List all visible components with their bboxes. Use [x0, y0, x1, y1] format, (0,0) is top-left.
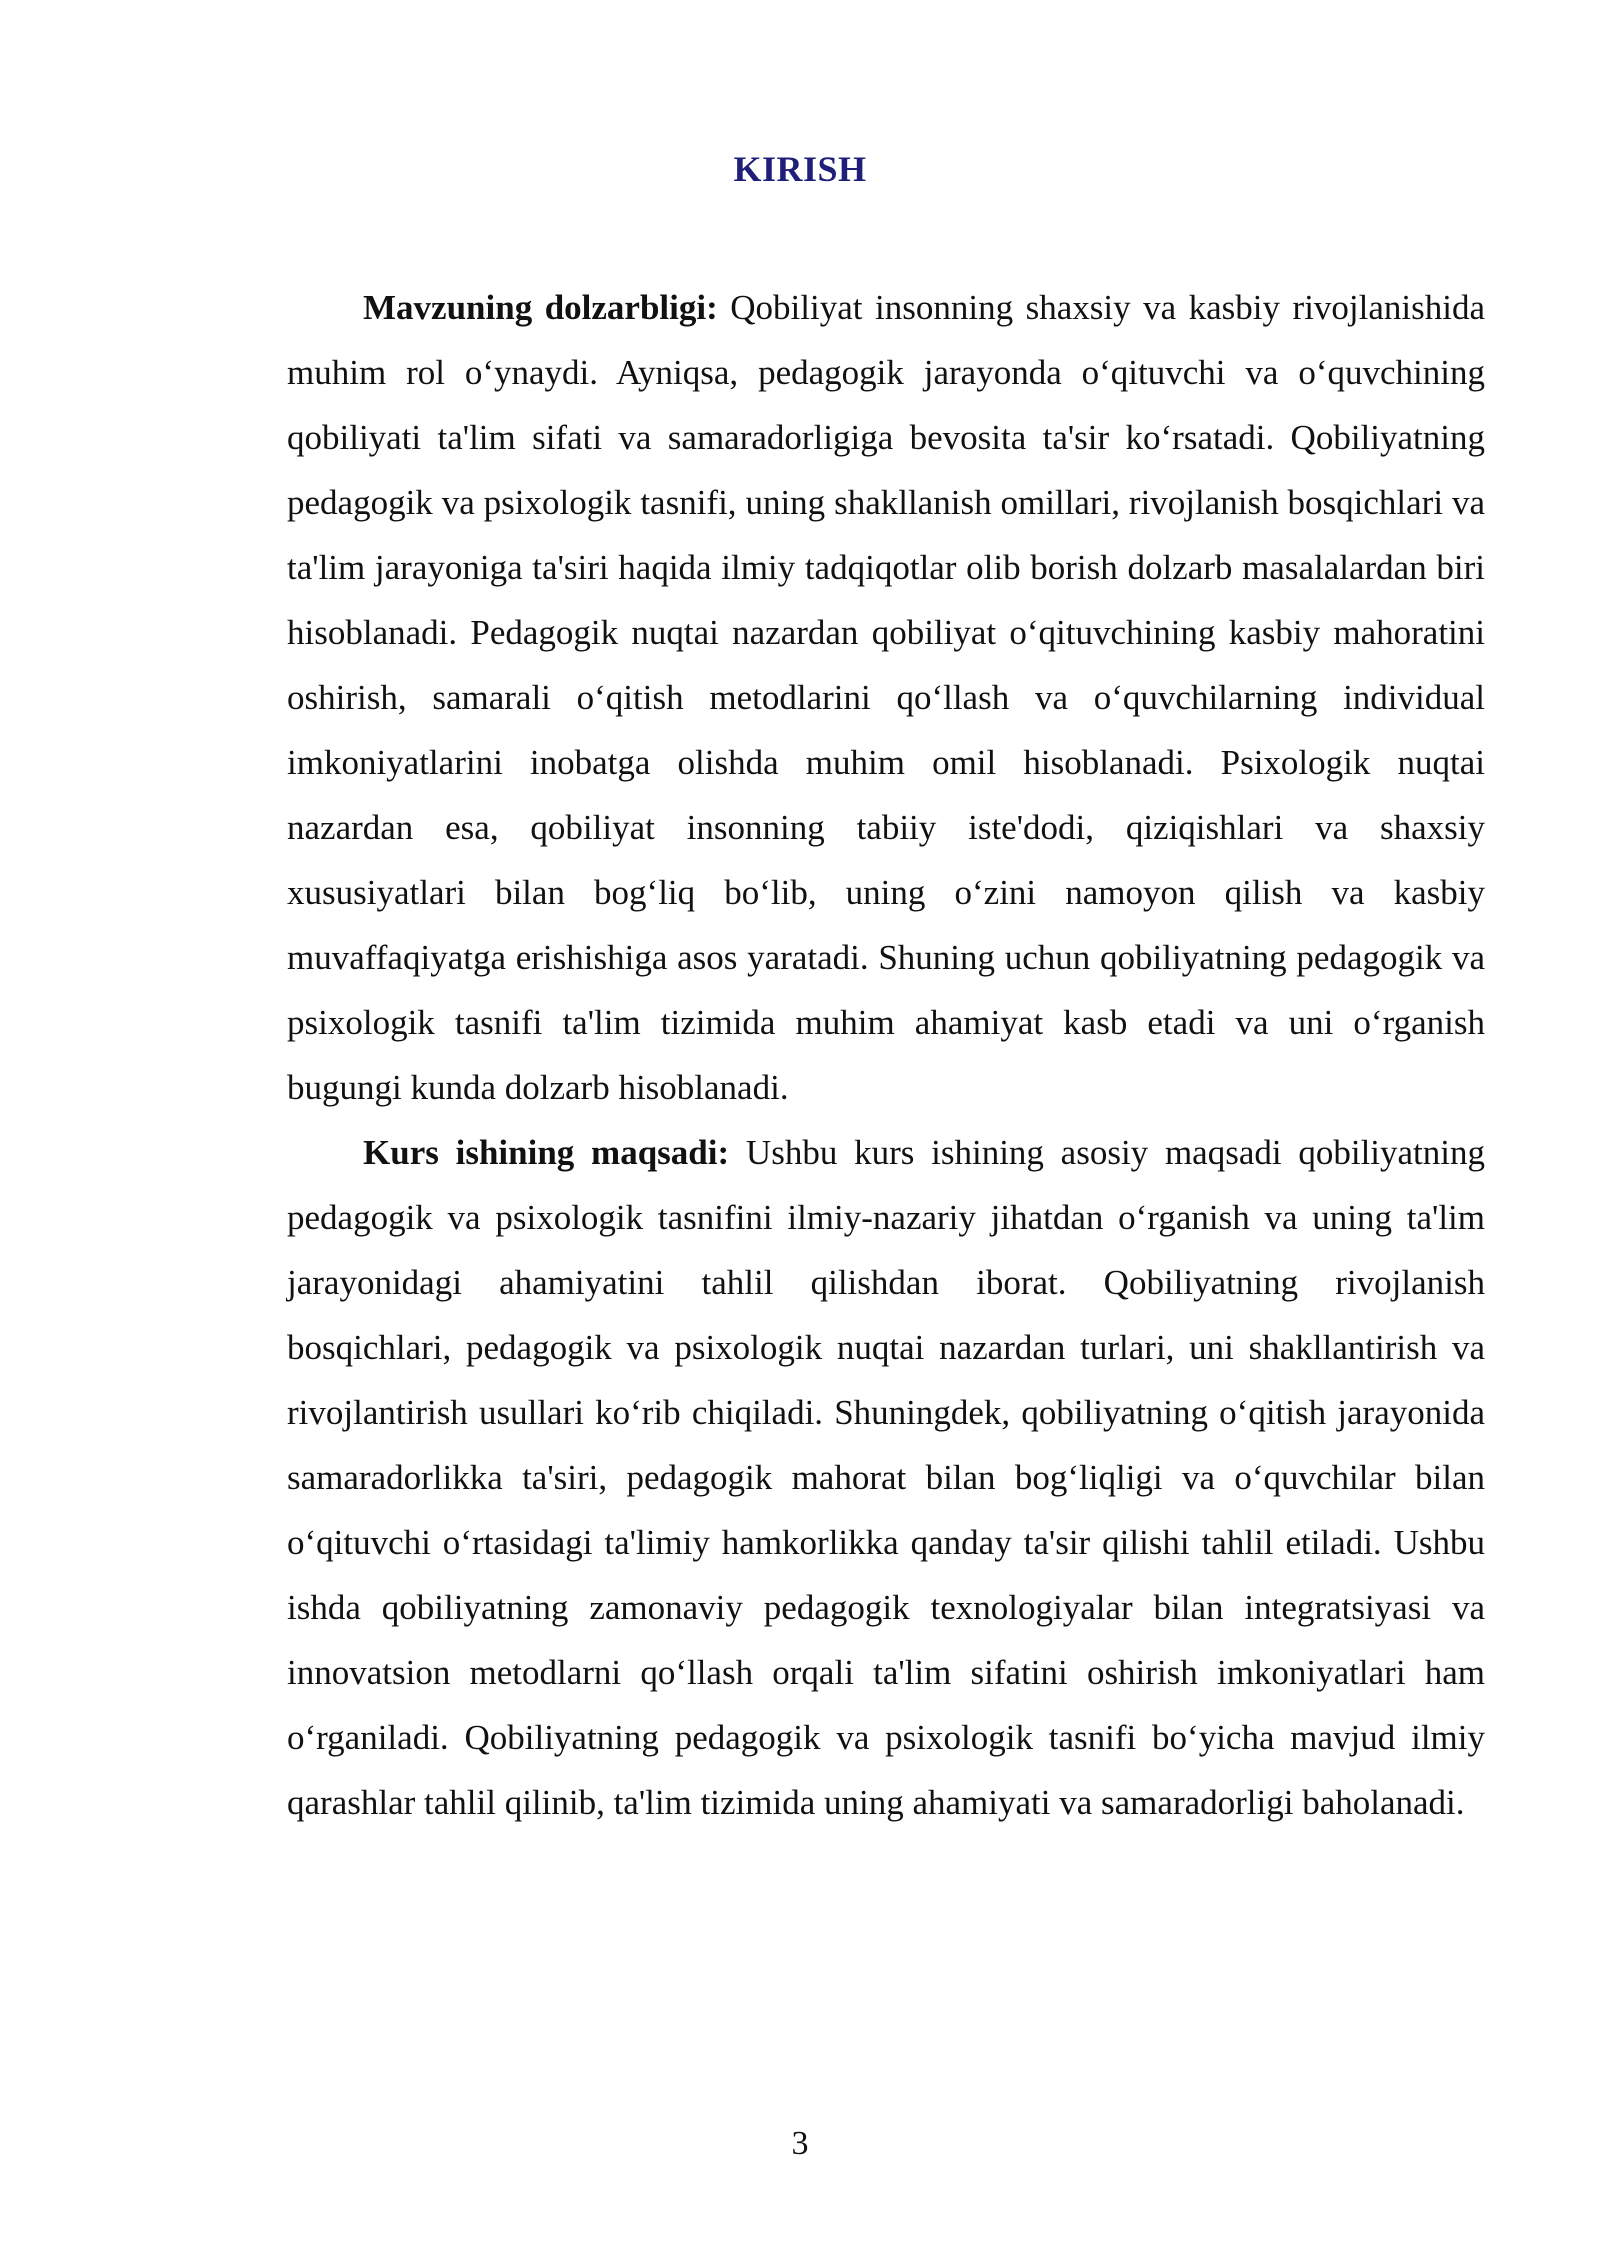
- page-title: KIRISH: [733, 149, 867, 189]
- document-body: [287, 275, 1485, 1835]
- paragraph-text: Ushbu kurs ishining asosiy maqsadi qobiliyatning pedagogik va psixologik tasnifini ilmiy-nazariy jihatdan oʻrganish va uning ta'lim jarayonidagi ahamiyatini tahlil qilishdan iborat. Qobiliyatning rivojlanish bosqichlari, pedagogik va psixologik nuqtai nazardan turlari, uni shakllantirish va rivojlantirish usullari koʻrib chiqiladi. Shuningdek, qobiliyatning oʻqitish jarayonida samaradorlikka ta'siri, pedagogik mahorat bilan bogʻliqligi va oʻquvchilar bilan oʻqituvchi oʻrtasidagi ta'limiy hamkorlikka qanday ta'sir qilishi tahlil etiladi. Ushbu ishda qobiliyatning zamonaviy pedagogik texnologiyalar bilan integratsiyasi va innovatsion metodlarni qoʻllash orqali ta'lim sifatini oshirish imkoniyatlari ham oʻrganiladi. Qobiliyatning pedagogik va psixologik tasnifi boʻyicha mavjud ilmiy qarashlar tahlil qilinib, ta'lim tizimida uning ahamiyati va samaradorligi baholanadi.: [287, 1133, 1485, 1822]
- paragraph-lead: Mavzuning dolzarbligi:: [363, 288, 718, 327]
- paragraph-purpose: [287, 1120, 1485, 1835]
- page-number: 3: [791, 2125, 809, 2162]
- paragraph-text: Qobiliyat insonning shaxsiy va kasbiy rivojlanishida muhim rol oʻynaydi. Ayniqsa, pedagogik jarayonda oʻqituvchi va oʻquvchining qobiliyati ta'lim sifati va samaradorligiga bevosita ta'sir koʻrsatadi. Qobiliyatning pedagogik va psixologik tasnifi, uning shakllanish omillari, rivojlanish bosqichlari va ta'lim jarayoniga ta'siri haqida ilmiy tadqiqotlar olib borish dolzarb masalalardan biri hisoblanadi. Pedagogik nuqtai nazardan qobiliyat oʻqituvchining kasbiy mahoratini oshirish, samarali oʻqitish metodlarini qoʻllash va oʻquvchilarning individual imkoniyatlarini inobatga olishda muhim omil hisoblanadi. Psixologik nuqtai nazardan esa, qobiliyat insonning tabiiy iste'dodi, qiziqishlari va shaxsiy xususiyatlari bilan bogʻliq boʻlib, uning oʻzini namoyon qilish va kasbiy muvaffaqiyatga erishishiga asos yaratadi. Shuning uchun qobiliyatning pedagogik va psixologik tasnifi ta'lim tizimida muhim ahamiyat kasb etadi va uni oʻrganish bugungi kunda dolzarb hisoblanadi.: [287, 288, 1486, 1107]
- paragraph-relevance: [287, 275, 1485, 1120]
- paragraph-lead: Kurs ishining maqsadi:: [363, 1133, 730, 1172]
